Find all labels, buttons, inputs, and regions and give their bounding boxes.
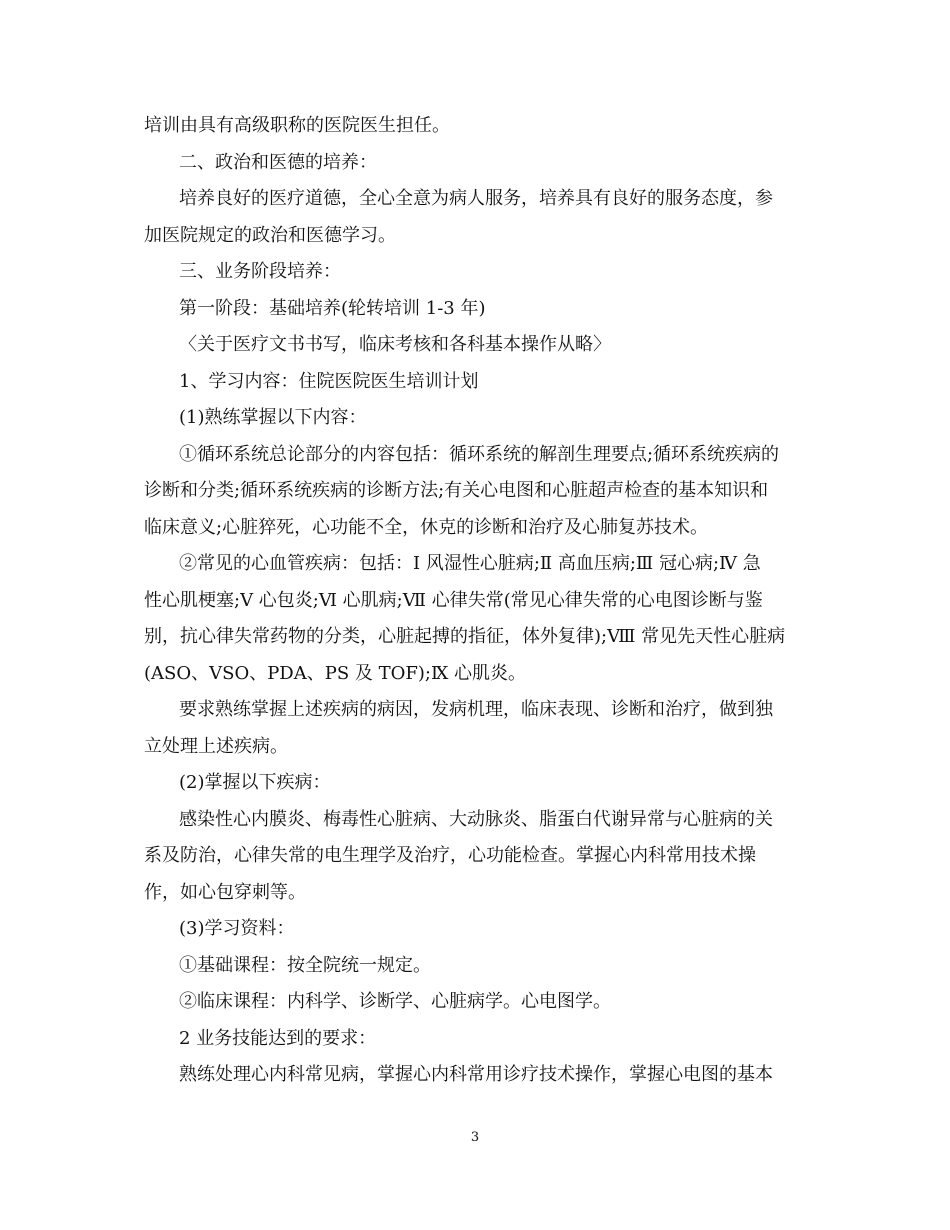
page-number: 3 xyxy=(470,1130,480,1145)
text-line: 别，抗心律失常药物的分类，心脏起搏的指征，体外复律);Ⅷ 常见先天性心脏病 xyxy=(144,626,786,647)
text-line: 诊断和分类;循环系统疾病的诊断方法;有关心电图和心脏超声检查的基本知识和 xyxy=(144,480,769,501)
text-line: ①循环系统总论部分的内容包括：循环系统的解剖生理要点;循环系统疾病的 xyxy=(179,443,780,465)
text-line: ①基础课程：按全院统一规定。 xyxy=(179,954,431,976)
text-line: 性心肌梗塞;Ⅴ 心包炎;Ⅵ 心肌病;Ⅶ 心律失常(常见心律失常的心电图诊断与鉴 xyxy=(144,589,763,611)
section-heading: 三、业务阶段培养： xyxy=(179,261,341,282)
text-line: (ASO、VSO、PDA、PS 及 TOF);Ⅸ 心肌炎。 xyxy=(144,662,527,684)
text-line: (1)熟练掌握以下内容： xyxy=(179,407,367,428)
text-line: 作，如心包穿刺等。 xyxy=(144,881,306,903)
text-line: 第一阶段：基础培养(轮转培训 1-3 年) xyxy=(179,297,486,319)
text-line: 1、学习内容：住院医院医生培训计划 xyxy=(179,370,479,392)
text-line: ②临床课程：内科学、诊断学、心脏病学。心电图学。 xyxy=(179,991,611,1012)
text-line: 熟练处理心内科常见病，掌握心内科常用诊疗技术操作，掌握心电图的基本 xyxy=(179,1064,773,1085)
section-heading: 二、政治和医德的培养： xyxy=(179,151,377,173)
page-body xyxy=(144,108,808,1094)
text-line: 加医院规定的政治和医德学习。 xyxy=(144,224,396,246)
text-line: 2 业务技能达到的要求： xyxy=(179,1027,377,1049)
text-line: 感染性心内膜炎、梅毒性心脏病、大动脉炎、脂蛋白代谢异常与心脏病的关 xyxy=(179,808,773,830)
text-line: 临床意义;心脏猝死，心功能不全，休克的诊断和治疗及心肺复苏技术。 xyxy=(144,516,709,538)
text-line: (3)学习资料： xyxy=(179,918,295,939)
text-line: 培养良好的医疗道德，全心全意为病人服务，培养具有良好的服务态度，参 xyxy=(179,188,773,209)
text-line: ②常见的心血管疾病：包括：Ⅰ 风湿性心脏病;Ⅱ 高血压病;Ⅲ 冠心病;Ⅳ 急 xyxy=(179,553,761,574)
text-line: (2)掌握以下疾病： xyxy=(179,772,331,793)
text-line: 系及防治，心律失常的电生理学及治疗，心功能检查。掌握心内科常用技术操 xyxy=(144,845,756,866)
text-line: 培训由具有高级职称的医院医生担任。 xyxy=(144,115,450,136)
text-line: 立处理上述疾病。 xyxy=(144,735,288,757)
text-line: 〈关于医疗文书书写，临床考核和各科基本操作从略〉 xyxy=(179,334,611,355)
text-line: 要求熟练掌握上述疾病的病因，发病机理，临床表现、诊断和治疗，做到独 xyxy=(179,699,773,720)
